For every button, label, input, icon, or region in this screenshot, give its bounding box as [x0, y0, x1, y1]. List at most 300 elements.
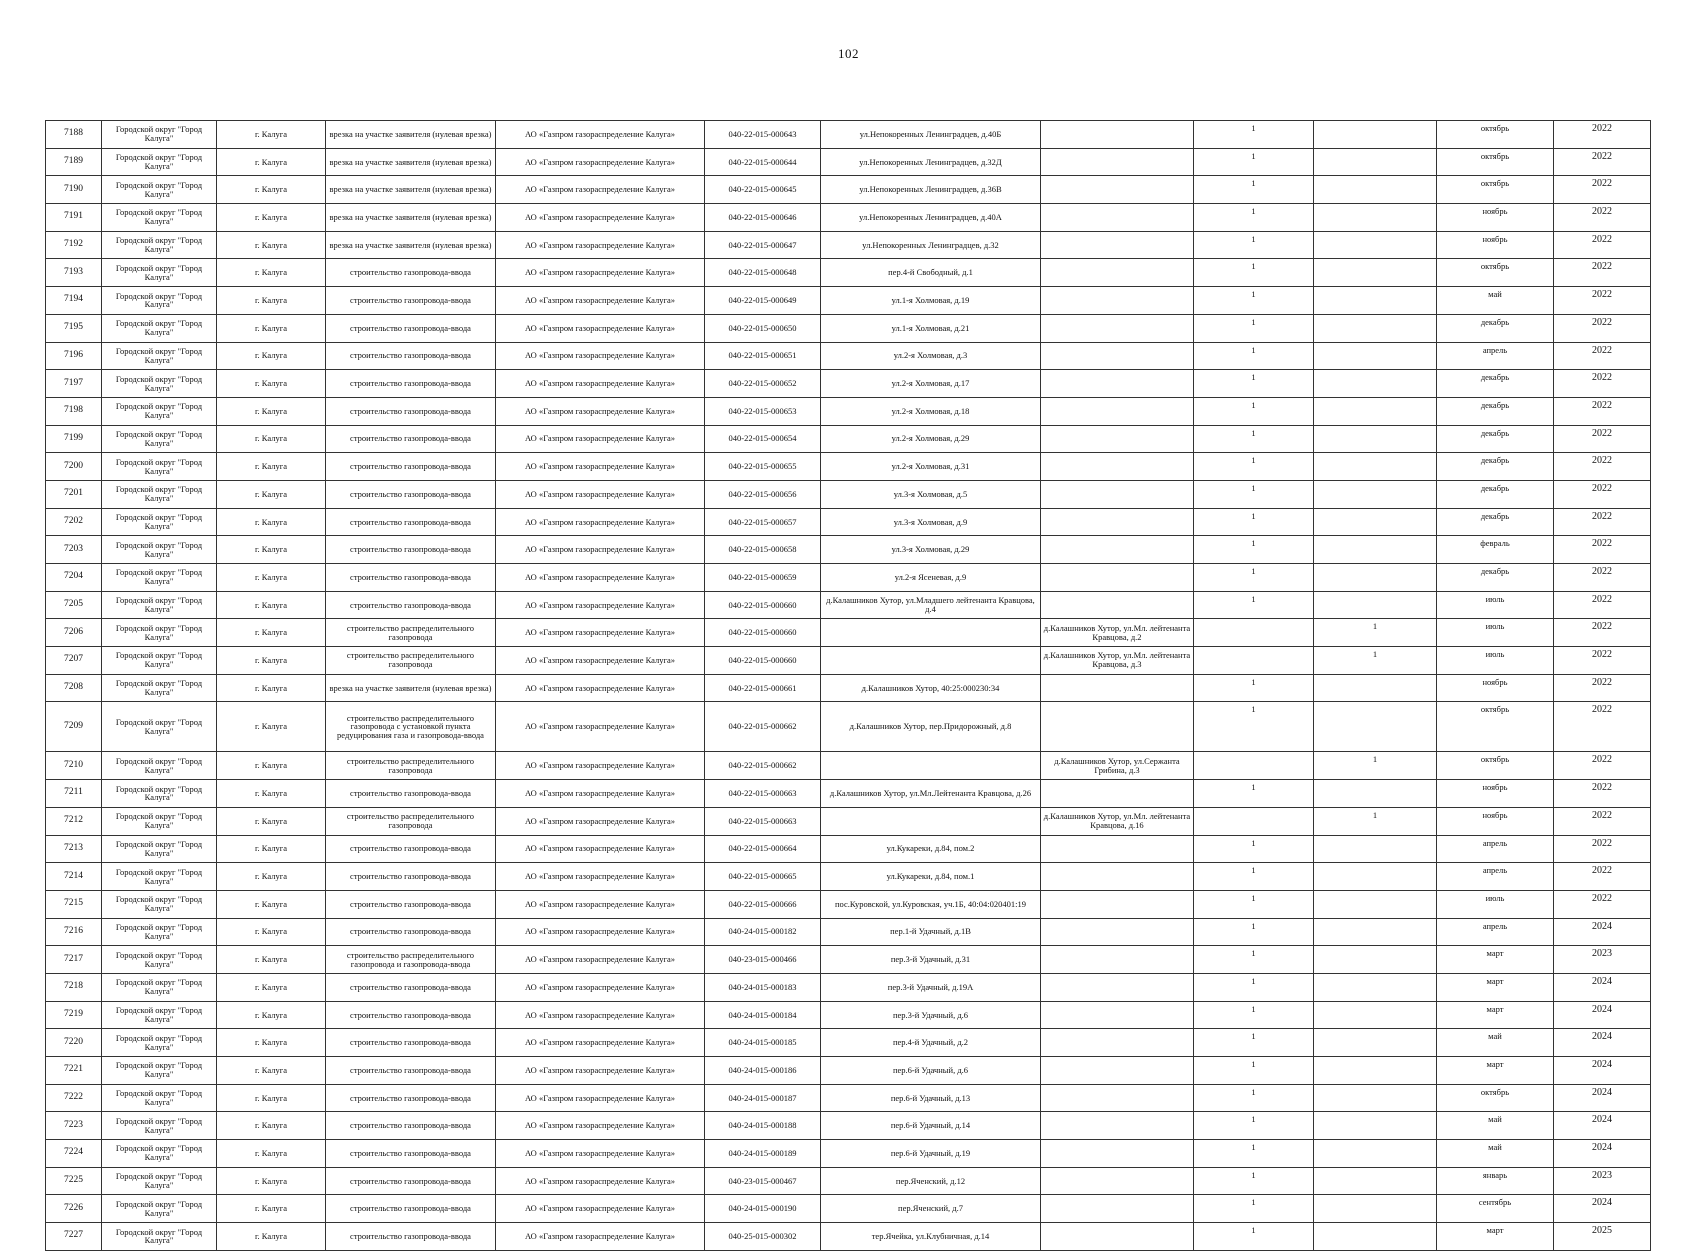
work-type-cell: врезка на участке заявителя (нулевая врезка): [326, 176, 496, 204]
table-row: [46, 1057, 1651, 1085]
organization-cell: АО «Газпром газораспределение Калуга»: [496, 1084, 705, 1112]
row-number: 7188: [46, 121, 102, 149]
table-row: [46, 973, 1651, 1001]
organization-cell: АО «Газпром газораспределение Калуга»: [496, 702, 705, 752]
address-cell: пер.4-й Свободный, д.1: [821, 259, 1041, 287]
code-cell: 040-22-015-000654: [705, 425, 821, 453]
organization-cell: АО «Газпром газораспределение Калуга»: [496, 1223, 705, 1251]
quantity-alt-cell: [1314, 835, 1437, 863]
row-number: 7211: [46, 780, 102, 808]
city-cell: г. Калуга: [217, 176, 326, 204]
table-row: [46, 863, 1651, 891]
code-cell: 040-23-015-000467: [705, 1167, 821, 1195]
district-cell: Городской округ "Город Калуга": [102, 121, 217, 149]
work-type-cell: строительство газопровода-ввода: [326, 259, 496, 287]
code-cell: 040-22-015-000666: [705, 890, 821, 918]
address-alt-cell: [1041, 204, 1194, 232]
organization-cell: АО «Газпром газораспределение Калуга»: [496, 259, 705, 287]
work-type-cell: строительство газопровода-ввода: [326, 342, 496, 370]
address-alt-cell: [1041, 1140, 1194, 1168]
quantity-alt-cell: [1314, 453, 1437, 481]
work-type-cell: строительство газопровода-ввода: [326, 287, 496, 315]
row-number: 7227: [46, 1223, 102, 1251]
month-cell: октябрь: [1437, 259, 1554, 287]
month-cell: декабрь: [1437, 508, 1554, 536]
code-cell: 040-22-015-000661: [705, 674, 821, 702]
table-row: [46, 204, 1651, 232]
code-cell: 040-22-015-000647: [705, 231, 821, 259]
work-type-cell: строительство газопровода-ввода: [326, 1167, 496, 1195]
address-cell: пер.3-й Удачный, д.31: [821, 946, 1041, 974]
year-cell: 2022: [1554, 425, 1651, 453]
district-cell: Городской округ "Город Калуга": [102, 946, 217, 974]
organization-cell: АО «Газпром газораспределение Калуга»: [496, 508, 705, 536]
month-cell: апрель: [1437, 835, 1554, 863]
table-row: [46, 835, 1651, 863]
address-alt-cell: [1041, 1084, 1194, 1112]
month-cell: март: [1437, 1057, 1554, 1085]
quantity-cell: 1: [1194, 890, 1314, 918]
code-cell: 040-22-015-000662: [705, 702, 821, 752]
work-type-cell: строительство газопровода-ввода: [326, 314, 496, 342]
quantity-cell: 1: [1194, 231, 1314, 259]
row-number: 7206: [46, 619, 102, 647]
row-number: 7221: [46, 1057, 102, 1085]
code-cell: 040-22-015-000660: [705, 591, 821, 619]
row-number: 7203: [46, 536, 102, 564]
row-number: 7197: [46, 370, 102, 398]
table-row: [46, 231, 1651, 259]
month-cell: ноябрь: [1437, 780, 1554, 808]
code-cell: 040-22-015-000660: [705, 647, 821, 675]
organization-cell: АО «Газпром газораспределение Калуга»: [496, 807, 705, 835]
year-cell: 2022: [1554, 121, 1651, 149]
city-cell: г. Калуга: [217, 863, 326, 891]
city-cell: г. Калуга: [217, 453, 326, 481]
work-type-cell: строительство газопровода-ввода: [326, 780, 496, 808]
quantity-alt-cell: [1314, 480, 1437, 508]
work-type-cell: строительство газопровода-ввода: [326, 591, 496, 619]
address-cell: пос.Куровской, ул.Куровская, уч.1Б, 40:04:020401:19: [821, 890, 1041, 918]
quantity-alt-cell: [1314, 370, 1437, 398]
district-cell: Городской округ "Город Калуга": [102, 508, 217, 536]
address-cell: [821, 807, 1041, 835]
address-cell: ул.1-я Холмовая, д.19: [821, 287, 1041, 315]
month-cell: май: [1437, 1140, 1554, 1168]
row-number: 7199: [46, 425, 102, 453]
year-cell: 2022: [1554, 863, 1651, 891]
table-row: [46, 370, 1651, 398]
row-number: 7200: [46, 453, 102, 481]
district-cell: Городской округ "Город Калуга": [102, 259, 217, 287]
organization-cell: АО «Газпром газораспределение Калуга»: [496, 1112, 705, 1140]
address-alt-cell: [1041, 890, 1194, 918]
city-cell: г. Калуга: [217, 508, 326, 536]
work-type-cell: врезка на участке заявителя (нулевая врезка): [326, 121, 496, 149]
month-cell: октябрь: [1437, 148, 1554, 176]
code-cell: 040-22-015-000644: [705, 148, 821, 176]
quantity-alt-cell: 1: [1314, 752, 1437, 780]
address-alt-cell: [1041, 835, 1194, 863]
year-cell: 2024: [1554, 1001, 1651, 1029]
work-type-cell: строительство газопровода-ввода: [326, 1223, 496, 1251]
year-cell: 2023: [1554, 1167, 1651, 1195]
work-type-cell: строительство распределительного газопровода: [326, 619, 496, 647]
city-cell: г. Калуга: [217, 807, 326, 835]
code-cell: 040-22-015-000660: [705, 619, 821, 647]
table-row: [46, 674, 1651, 702]
quantity-cell: 1: [1194, 425, 1314, 453]
district-cell: Городской округ "Город Калуга": [102, 287, 217, 315]
table-row: [46, 121, 1651, 149]
district-cell: Городской округ "Город Калуга": [102, 342, 217, 370]
quantity-alt-cell: 1: [1314, 647, 1437, 675]
district-cell: Городской округ "Город Калуга": [102, 397, 217, 425]
code-cell: 040-24-015-000184: [705, 1001, 821, 1029]
district-cell: Городской округ "Город Калуга": [102, 674, 217, 702]
table-row: [46, 536, 1651, 564]
code-cell: 040-22-015-000662: [705, 752, 821, 780]
city-cell: г. Калуга: [217, 314, 326, 342]
year-cell: 2024: [1554, 1112, 1651, 1140]
address-alt-cell: [1041, 591, 1194, 619]
month-cell: май: [1437, 1029, 1554, 1057]
organization-cell: АО «Газпром газораспределение Калуга»: [496, 176, 705, 204]
organization-cell: АО «Газпром газораспределение Калуга»: [496, 536, 705, 564]
city-cell: г. Калуга: [217, 591, 326, 619]
city-cell: г. Калуга: [217, 425, 326, 453]
quantity-alt-cell: [1314, 1167, 1437, 1195]
quantity-cell: 1: [1194, 918, 1314, 946]
district-cell: Городской округ "Город Калуга": [102, 619, 217, 647]
quantity-alt-cell: [1314, 204, 1437, 232]
quantity-cell: 1: [1194, 1167, 1314, 1195]
year-cell: 2022: [1554, 780, 1651, 808]
organization-cell: АО «Газпром газораспределение Калуга»: [496, 1057, 705, 1085]
year-cell: 2022: [1554, 536, 1651, 564]
city-cell: г. Калуга: [217, 1195, 326, 1223]
organization-cell: АО «Газпром газораспределение Калуга»: [496, 890, 705, 918]
year-cell: 2024: [1554, 973, 1651, 1001]
year-cell: 2022: [1554, 674, 1651, 702]
address-cell: ул.2-я Холмовая, д.31: [821, 453, 1041, 481]
district-cell: Городской округ "Город Калуга": [102, 835, 217, 863]
work-type-cell: строительство газопровода-ввода: [326, 835, 496, 863]
city-cell: г. Калуга: [217, 674, 326, 702]
work-type-cell: строительство газопровода-ввода: [326, 973, 496, 1001]
organization-cell: АО «Газпром газораспределение Калуга»: [496, 780, 705, 808]
address-alt-cell: [1041, 1195, 1194, 1223]
city-cell: г. Калуга: [217, 287, 326, 315]
quantity-cell: [1194, 807, 1314, 835]
address-alt-cell: [1041, 370, 1194, 398]
quantity-cell: 1: [1194, 287, 1314, 315]
row-number: 7198: [46, 397, 102, 425]
city-cell: г. Калуга: [217, 480, 326, 508]
city-cell: г. Калуга: [217, 780, 326, 808]
address-alt-cell: [1041, 702, 1194, 752]
address-cell: пер.Яченский, д.7: [821, 1195, 1041, 1223]
month-cell: октябрь: [1437, 752, 1554, 780]
year-cell: 2024: [1554, 1084, 1651, 1112]
year-cell: 2022: [1554, 508, 1651, 536]
address-cell: д.Калашников Хутор, 40:25:000230:34: [821, 674, 1041, 702]
row-number: 7195: [46, 314, 102, 342]
row-number: 7191: [46, 204, 102, 232]
address-cell: пер.6-й Удачный, д.14: [821, 1112, 1041, 1140]
district-cell: Городской округ "Город Калуга": [102, 370, 217, 398]
quantity-alt-cell: [1314, 425, 1437, 453]
quantity-cell: 1: [1194, 121, 1314, 149]
city-cell: г. Калуга: [217, 259, 326, 287]
code-cell: 040-25-015-000302: [705, 1223, 821, 1251]
row-number: 7219: [46, 1001, 102, 1029]
row-number: 7205: [46, 591, 102, 619]
code-cell: 040-24-015-000187: [705, 1084, 821, 1112]
year-cell: 2022: [1554, 397, 1651, 425]
month-cell: декабрь: [1437, 425, 1554, 453]
table-row: [46, 946, 1651, 974]
year-cell: 2024: [1554, 918, 1651, 946]
code-cell: 040-24-015-000183: [705, 973, 821, 1001]
code-cell: 040-22-015-000663: [705, 807, 821, 835]
code-cell: 040-22-015-000649: [705, 287, 821, 315]
address-alt-cell: д.Калашников Хутор, ул.Сержанта Грибина, д.3: [1041, 752, 1194, 780]
organization-cell: АО «Газпром газораспределение Калуга»: [496, 1001, 705, 1029]
month-cell: апрель: [1437, 918, 1554, 946]
city-cell: г. Калуга: [217, 342, 326, 370]
year-cell: 2022: [1554, 231, 1651, 259]
district-cell: Городской округ "Город Калуга": [102, 148, 217, 176]
row-number: 7212: [46, 807, 102, 835]
quantity-alt-cell: [1314, 231, 1437, 259]
address-alt-cell: [1041, 342, 1194, 370]
year-cell: 2022: [1554, 176, 1651, 204]
district-cell: Городской округ "Город Калуга": [102, 453, 217, 481]
month-cell: декабрь: [1437, 397, 1554, 425]
quantity-cell: 1: [1194, 863, 1314, 891]
address-cell: ул.Непокоренных Ленинградцев, д.32: [821, 231, 1041, 259]
address-alt-cell: [1041, 314, 1194, 342]
organization-cell: АО «Газпром газораспределение Калуга»: [496, 342, 705, 370]
organization-cell: АО «Газпром газораспределение Калуга»: [496, 591, 705, 619]
address-cell: ул.1-я Холмовая, д.21: [821, 314, 1041, 342]
year-cell: 2022: [1554, 204, 1651, 232]
work-type-cell: строительство газопровода-ввода: [326, 397, 496, 425]
address-alt-cell: [1041, 259, 1194, 287]
address-alt-cell: [1041, 508, 1194, 536]
quantity-cell: [1194, 752, 1314, 780]
address-cell: [821, 619, 1041, 647]
work-type-cell: строительство распределительного газопровода: [326, 647, 496, 675]
table-row: [46, 1112, 1651, 1140]
row-number: 7192: [46, 231, 102, 259]
organization-cell: АО «Газпром газораспределение Калуга»: [496, 1029, 705, 1057]
quantity-cell: 1: [1194, 148, 1314, 176]
table-row: [46, 314, 1651, 342]
address-cell: ул.2-я Холмовая, д.17: [821, 370, 1041, 398]
row-number: 7189: [46, 148, 102, 176]
month-cell: октябрь: [1437, 176, 1554, 204]
table-row: [46, 342, 1651, 370]
work-type-cell: строительство газопровода-ввода: [326, 425, 496, 453]
address-alt-cell: [1041, 480, 1194, 508]
address-alt-cell: [1041, 780, 1194, 808]
address-alt-cell: [1041, 1057, 1194, 1085]
quantity-alt-cell: [1314, 918, 1437, 946]
code-cell: 040-22-015-000663: [705, 780, 821, 808]
table-row: [46, 1140, 1651, 1168]
quantity-alt-cell: [1314, 1001, 1437, 1029]
quantity-alt-cell: [1314, 287, 1437, 315]
address-alt-cell: д.Калашников Хутор, ул.Мл. лейтенанта Кравцова, д.16: [1041, 807, 1194, 835]
row-number: 7226: [46, 1195, 102, 1223]
city-cell: г. Калуга: [217, 536, 326, 564]
work-type-cell: строительство газопровода-ввода: [326, 480, 496, 508]
quantity-alt-cell: 1: [1314, 619, 1437, 647]
month-cell: январь: [1437, 1167, 1554, 1195]
district-cell: Городской округ "Город Калуга": [102, 425, 217, 453]
work-type-cell: строительство газопровода-ввода: [326, 564, 496, 592]
organization-cell: АО «Газпром газораспределение Калуга»: [496, 752, 705, 780]
address-alt-cell: [1041, 121, 1194, 149]
quantity-alt-cell: [1314, 780, 1437, 808]
work-type-cell: строительство газопровода-ввода: [326, 453, 496, 481]
month-cell: июль: [1437, 591, 1554, 619]
quantity-cell: 1: [1194, 702, 1314, 752]
row-number: 7208: [46, 674, 102, 702]
organization-cell: АО «Газпром газораспределение Калуга»: [496, 1195, 705, 1223]
month-cell: декабрь: [1437, 564, 1554, 592]
address-cell: пер.6-й Удачный, д.13: [821, 1084, 1041, 1112]
row-number: 7224: [46, 1140, 102, 1168]
quantity-cell: 1: [1194, 674, 1314, 702]
city-cell: г. Калуга: [217, 946, 326, 974]
district-cell: Городской округ "Город Калуга": [102, 1223, 217, 1251]
work-type-cell: строительство газопровода-ввода: [326, 1112, 496, 1140]
quantity-cell: 1: [1194, 259, 1314, 287]
city-cell: г. Калуга: [217, 1167, 326, 1195]
code-cell: 040-22-015-000664: [705, 835, 821, 863]
month-cell: май: [1437, 287, 1554, 315]
address-alt-cell: [1041, 425, 1194, 453]
quantity-cell: 1: [1194, 946, 1314, 974]
address-alt-cell: [1041, 231, 1194, 259]
quantity-alt-cell: [1314, 674, 1437, 702]
address-alt-cell: [1041, 946, 1194, 974]
city-cell: г. Калуга: [217, 1001, 326, 1029]
organization-cell: АО «Газпром газораспределение Калуга»: [496, 1140, 705, 1168]
district-cell: Городской округ "Город Калуга": [102, 591, 217, 619]
district-cell: Городской округ "Город Калуга": [102, 807, 217, 835]
table-row: [46, 287, 1651, 315]
work-type-cell: строительство газопровода-ввода: [326, 1001, 496, 1029]
district-cell: Городской округ "Город Калуга": [102, 752, 217, 780]
district-cell: Городской округ "Город Калуга": [102, 314, 217, 342]
table-row: [46, 1223, 1651, 1251]
city-cell: г. Калуга: [217, 370, 326, 398]
month-cell: октябрь: [1437, 702, 1554, 752]
quantity-cell: 1: [1194, 1223, 1314, 1251]
code-cell: 040-24-015-000189: [705, 1140, 821, 1168]
district-cell: Городской округ "Город Калуга": [102, 647, 217, 675]
quantity-cell: [1194, 619, 1314, 647]
page-number: 102: [838, 46, 859, 61]
table-body: [46, 121, 1651, 1251]
work-type-cell: строительство газопровода-ввода: [326, 918, 496, 946]
quantity-cell: 1: [1194, 591, 1314, 619]
address-alt-cell: [1041, 1029, 1194, 1057]
table-row: [46, 591, 1651, 619]
work-type-cell: строительство распределительного газопровода с установкой пункта редуцирования газа и газопровода-ввода: [326, 702, 496, 752]
table-container: [45, 120, 1651, 1251]
table-row: [46, 918, 1651, 946]
quantity-cell: 1: [1194, 536, 1314, 564]
organization-cell: АО «Газпром газораспределение Калуга»: [496, 204, 705, 232]
city-cell: г. Калуга: [217, 647, 326, 675]
month-cell: март: [1437, 973, 1554, 1001]
city-cell: г. Калуга: [217, 835, 326, 863]
year-cell: 2022: [1554, 647, 1651, 675]
city-cell: г. Калуга: [217, 752, 326, 780]
address-cell: д.Калашников Хутор, пер.Придорожный, д.8: [821, 702, 1041, 752]
district-cell: Городской округ "Город Калуга": [102, 973, 217, 1001]
work-type-cell: строительство газопровода-ввода: [326, 536, 496, 564]
table-row: [46, 453, 1651, 481]
address-cell: тер.Ячейка, ул.Клубничная, д.14: [821, 1223, 1041, 1251]
quantity-alt-cell: [1314, 1140, 1437, 1168]
work-type-cell: строительство распределительного газопровода и газопровода-ввода: [326, 946, 496, 974]
district-cell: Городской округ "Город Калуга": [102, 231, 217, 259]
address-cell: ул.3-я Холмовая, д.5: [821, 480, 1041, 508]
month-cell: декабрь: [1437, 314, 1554, 342]
year-cell: 2022: [1554, 835, 1651, 863]
row-number: 7225: [46, 1167, 102, 1195]
code-cell: 040-22-015-000656: [705, 480, 821, 508]
district-cell: Городской округ "Город Калуга": [102, 1167, 217, 1195]
table-row: [46, 807, 1651, 835]
city-cell: г. Калуга: [217, 1029, 326, 1057]
row-number: 7220: [46, 1029, 102, 1057]
district-cell: Городской округ "Город Калуга": [102, 480, 217, 508]
city-cell: г. Калуга: [217, 1140, 326, 1168]
quantity-cell: 1: [1194, 453, 1314, 481]
organization-cell: АО «Газпром газораспределение Калуга»: [496, 863, 705, 891]
table-row: [46, 890, 1651, 918]
table-row: [46, 397, 1651, 425]
address-cell: ул.Кукареки, д.84, пом.1: [821, 863, 1041, 891]
organization-cell: АО «Газпром газораспределение Калуга»: [496, 231, 705, 259]
work-type-cell: строительство газопровода-ввода: [326, 1084, 496, 1112]
work-type-cell: врезка на участке заявителя (нулевая врезка): [326, 204, 496, 232]
quantity-alt-cell: [1314, 536, 1437, 564]
city-cell: г. Калуга: [217, 148, 326, 176]
year-cell: 2024: [1554, 1140, 1651, 1168]
quantity-cell: 1: [1194, 835, 1314, 863]
table-row: [46, 780, 1651, 808]
year-cell: 2022: [1554, 453, 1651, 481]
code-cell: 040-22-015-000650: [705, 314, 821, 342]
address-cell: пер.6-й Удачный, д.19: [821, 1140, 1041, 1168]
organization-cell: АО «Газпром газораспределение Калуга»: [496, 370, 705, 398]
address-alt-cell: [1041, 148, 1194, 176]
quantity-alt-cell: [1314, 564, 1437, 592]
address-alt-cell: [1041, 564, 1194, 592]
district-cell: Городской округ "Город Калуга": [102, 1195, 217, 1223]
address-alt-cell: [1041, 918, 1194, 946]
address-alt-cell: [1041, 397, 1194, 425]
month-cell: июль: [1437, 647, 1554, 675]
